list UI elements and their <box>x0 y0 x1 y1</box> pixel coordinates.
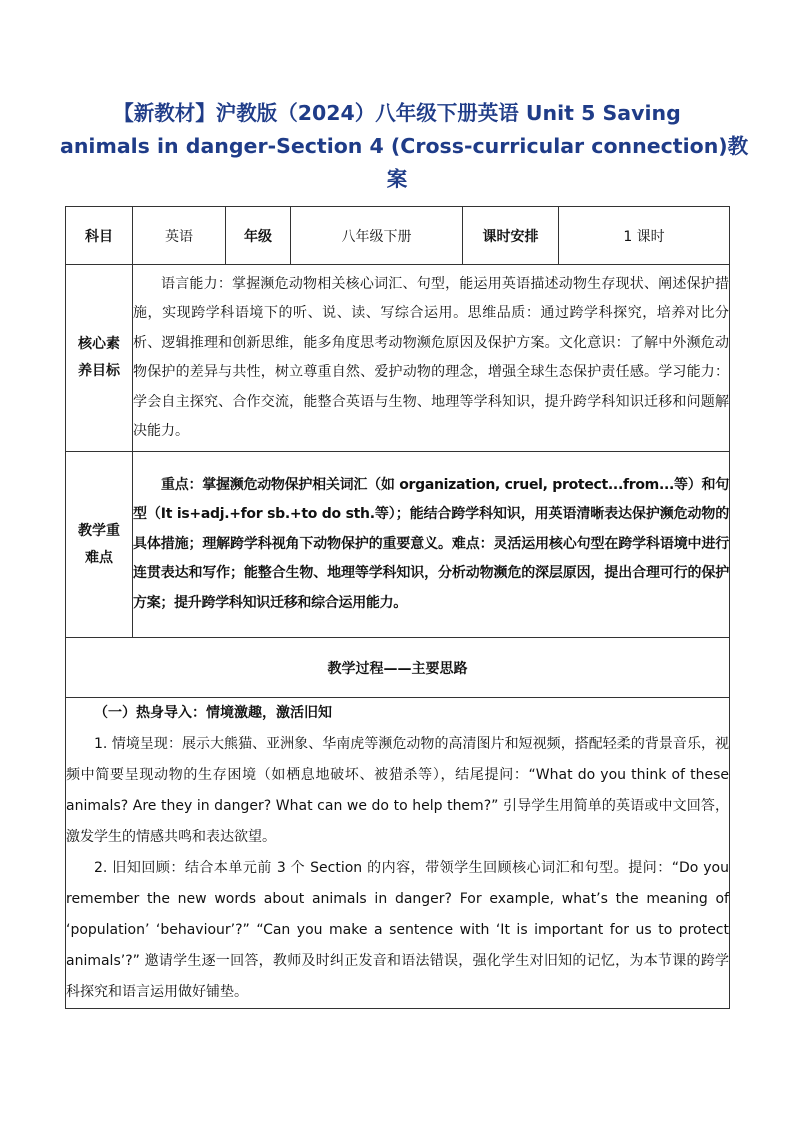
key-points-label-line-2: 难点 <box>85 549 113 566</box>
process-body-row <box>66 698 730 1009</box>
process-heading: 教学过程——主要思路 <box>66 638 730 698</box>
grade-label: 年级 <box>226 207 291 265</box>
subject-value: 英语 <box>133 207 226 265</box>
competency-row <box>66 265 730 452</box>
subject-label: 科目 <box>66 207 133 265</box>
key-points-label <box>66 452 133 638</box>
title-line-1: 【新教材】沪教版（2024）八年级下册英语 Unit 5 Saving <box>113 101 681 125</box>
document-title <box>60 97 749 196</box>
process-heading-row <box>66 638 730 698</box>
key-points-label-line-1: 教学重 <box>78 522 120 539</box>
title-line-3: 案 <box>386 167 408 191</box>
key-points-row <box>66 452 730 638</box>
competency-text: 语言能力：掌握濒危动物相关核心词汇、句型，能运用英语描述动物生存现状、阐述保护措施，实现跨学科语境下的听、说、读、写综合运用。思维品质：通过跨学科探究，培养对比分析、逻辑推理和创新思维，能多角度思考动物濒危原因及保护方案。文化意识：了解中外濒危动物保护的差异与共性，树立尊重自然、爱护动物的理念，增强全球生态保护责任感。学习能力：学会自主探究、合作交流，能整合英语与生物、地理等学科知识，提升跨学科知识迁移和问题解决能力。 <box>133 265 730 452</box>
process-item-2: 2. 旧知回顾：结合本单元前 3 个 Section 的内容，带领学生回顾核心词汇和句型。提问：“Do you remember the new words about animals in danger? For example, what’s the meaning of ‘population’ ‘behaviour’?” “Can you make a sentence with ‘It is important for us to protect animals’?” 邀请学生逐一回答，教师及时纠正发音和语法错误，强化学生对旧知的记忆，为本节课的跨学科探究和语言运用做好铺垫。 <box>66 860 729 1000</box>
competency-label-line-1: 核心素 <box>78 336 120 352</box>
lesson-plan-table <box>65 206 730 1009</box>
header-row <box>66 207 730 265</box>
schedule-value: 1 课时 <box>559 207 730 265</box>
schedule-label: 课时安排 <box>463 207 559 265</box>
process-item-1: 1. 情境呈现：展示大熊猫、亚洲象、华南虎等濒危动物的高清图片和短视频，搭配轻柔的背景音乐，视频中简要呈现动物的生存困境（如栖息地破坏、被猎杀等），结尾提问：“What do you think of these animals? Are they in danger? What can we do to help them?” 引导学生用简单的英语或中文回答，激发学生的情感共鸣和表达欲望。 <box>66 736 729 845</box>
grade-value: 八年级下册 <box>291 207 463 265</box>
process-body <box>66 698 730 1009</box>
competency-label <box>66 265 133 452</box>
title-line-2: animals in danger-Section 4 (Cross-curricular connection)教 <box>60 134 749 158</box>
key-points-text: 重点：掌握濒危动物保护相关词汇（如 organization, cruel, protect...from...等）和句型（It is+adj.+for sb.+to do sth.等）；能结合跨学科知识，用英语清晰表达保护濒危动物的具体措施；理解跨学科视角下动物保护的重要意义。难点：灵活运用核心句型在跨学科语境中进行连贯表达和写作；能整合生物、地理等学科知识，分析动物濒危的深层原因，提出合理可行的保护方案；提升跨学科知识迁移和综合运用能力。 <box>133 452 730 638</box>
competency-label-line-2: 养目标 <box>78 363 120 379</box>
process-subheading: （一）热身导入：情境激趣，激活旧知 <box>94 705 332 721</box>
